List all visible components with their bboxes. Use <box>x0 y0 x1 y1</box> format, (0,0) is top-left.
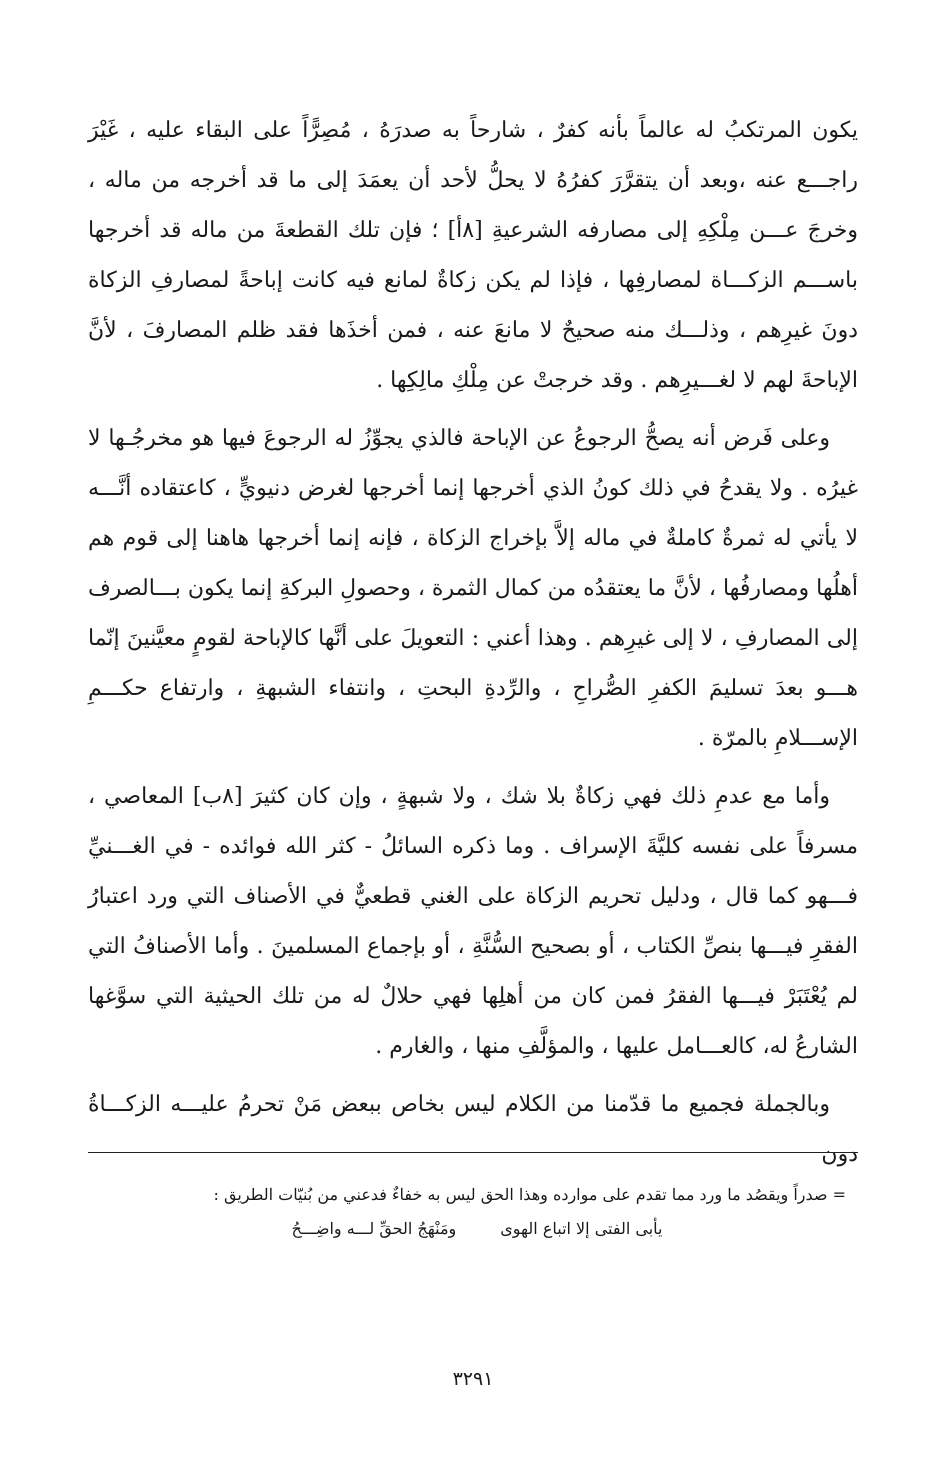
paragraph-2: وعلى فَرض أنه يصحُّ الرجوعُ عن الإباحة فالذي يجوِّزُ له الرجوعَ فيها هو مخرجُـها لا غيرُه . ولا يقدحُ في ذلك كونُ الذي أخرجها إنما أخرجها لغرض دنيويٍّ ، كاعتقاده أنَّـــه لا يأتي له ثمرةٌ كاملةٌ في ماله إلاَّ بإخراج الزكاة ، فإنه إنما أخرجها هاهنا إلى قوم هم أهلُها ومصارفُها ، لأنَّ ما يعتقدُه من كمال الثمرة ، وحصولِ البركةِ إنما يكون بـــالصرف إلى المصارفِ ، لا إلى غيرِهم . وهذا أعني : التعويلَ على أنَّها كالإباحة لقومٍ معيَّنينَ إنّما هـــو بعدَ تسليمَ الكفرِ الصُّراحِ ، والرِّدةِ البحتِ ، وانتفاء الشبهةِ ، وارتفاع حكـــمِ الإســـلامِ بالمرّة . <box>88 426 858 751</box>
main-text <box>88 106 858 1180</box>
footnote-verse <box>108 1212 846 1246</box>
verse-second-hemistich: ومَنْهَجُ الحقِّ لـــه واضِـــحُ <box>291 1219 457 1238</box>
verse-first-hemistich: يأبى الفتى إلا اتباع الهوى <box>500 1219 663 1238</box>
paragraph-4: وبالجملة فجميع ما قدّمنا من الكلام ليس بخاص ببعض مَنْ تحرمُ عليـــه الزكـــاةُ دون <box>88 1092 858 1167</box>
footnote-divider <box>88 1152 858 1153</box>
book-page <box>88 106 858 1396</box>
footnote <box>108 1178 846 1246</box>
paragraph-1: يكون المرتكبُ له عالماً بأنه كفرٌ ، شارحاً به صدرَهُ ، مُصِرًّاً على البقاء عليه ، غَيْرَ راجـــع عنه ،وبعد أن يتقرَّرَ كفرُهُ لا يحلُّ لأحد أن يعمَدَ إلى ما قد أخرجه من ماله ، وخرجَ عـــن مِلْكِهِ إلى مصارفه الشرعيةِ [٨أ] ؛ فإن تلك القطعةَ من ماله قد أخرجها باســـم الزكـــاة لمصارفِها ، فإذا لم يكن زكاةٌ لمانع فيه كانت إباحةً لمصارفِ الزكاة دونَ غيرِهم ، وذلـــك منه صحيحٌ لا مانعَ عنه ، فمن أخذَها فقد ظلم المصارفَ ، لأنَّ الإباحةَ لهم لا لغـــيرِهم . وقد خرجتْ عن مِلْكِ مالِكِها . <box>88 118 859 393</box>
page-number: ٣٢٩١ <box>452 1368 494 1390</box>
paragraph-3: وأما مع عدمِ ذلك فهي زكاةٌ بلا شك ، ولا شبهةٍ ، وإن كان كثيرَ [٨ب] المعاصي ، مسرفاً على نفسه كليَّةَ الإسراف . وما ذكره السائلُ - كثر الله فوائده - في الغـــنيِّ فـــهو كما قال ، ودليل تحريم الزكاة على الغني قطعيٌّ في الأصناف التي ورد اعتبارُ الفقرِ فيـــها بنصِّ الكتاب ، أو بصحيح السُّنَّةِ ، أو بإجماع المسلمينَ . وأما الأصنافُ التي لم يُعْتَبَرْ فيـــها الفقرُ فمن كان من أهلِها فهي حلالٌ له من تلك الحيثية التي سوَّغها الشارعُ له، كالعـــامل عليها ، والمؤلَّفِ منها ، والغارم . <box>88 784 858 1059</box>
footnote-text: = صدراً ويقصُد ما ورد مما تقدم على موارده وهذا الحق ليس به خفاءٌ فدعني من بُنيّات الطريق : <box>213 1185 846 1204</box>
